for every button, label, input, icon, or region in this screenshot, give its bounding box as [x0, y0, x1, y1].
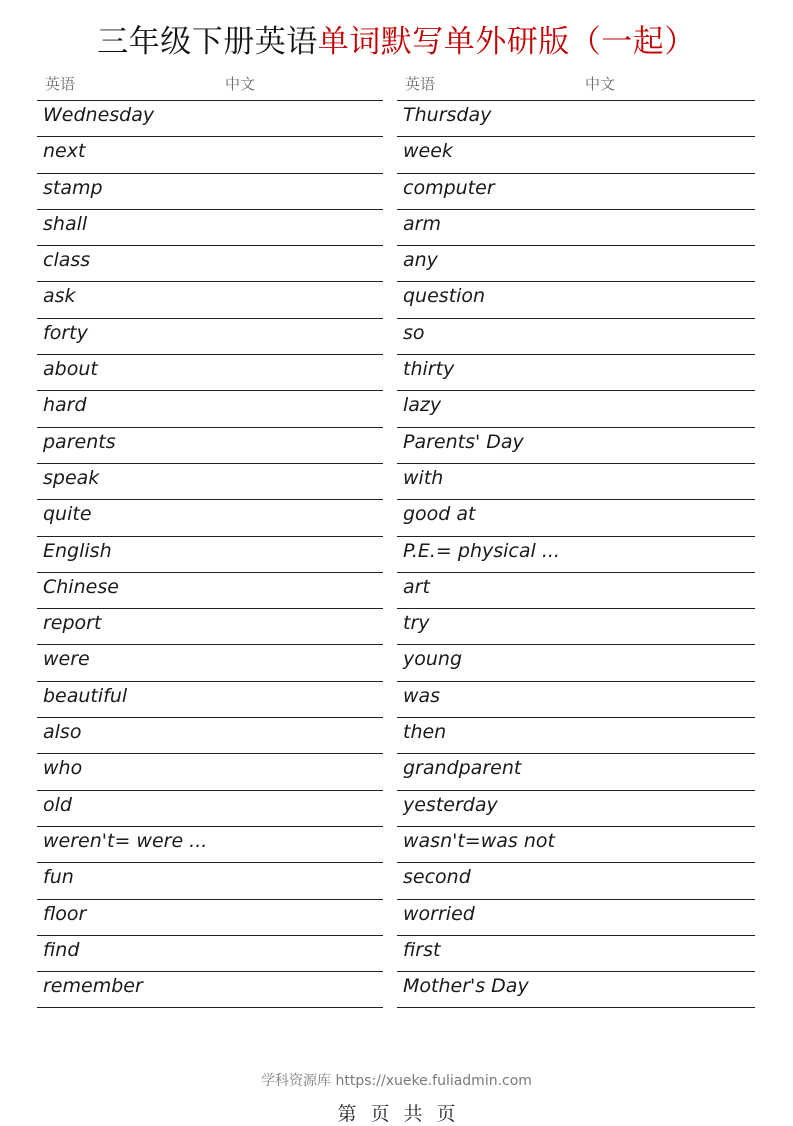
vocab-row: [37, 972, 383, 1008]
english-word: thirty: [403, 358, 455, 381]
chinese-answer-blank[interactable]: [225, 285, 375, 313]
column-header: [37, 66, 383, 101]
chinese-answer-blank[interactable]: [225, 830, 375, 858]
english-word: Wednesday: [43, 104, 155, 126]
vocab-row: [37, 246, 383, 282]
vocab-row: [397, 827, 755, 863]
chinese-answer-blank[interactable]: [225, 903, 375, 931]
header-chinese: 中文: [585, 75, 616, 93]
english-word: good at: [403, 503, 476, 526]
english-word: with: [403, 466, 444, 489]
english-word: young: [403, 648, 463, 671]
chinese-answer-blank[interactable]: [225, 648, 375, 676]
page-label-di: 第: [337, 1103, 357, 1125]
vocab-row: [397, 609, 755, 645]
chinese-answer-blank[interactable]: [225, 866, 375, 894]
english-word: beautiful: [43, 684, 128, 707]
english-word: Chinese: [43, 575, 119, 598]
english-word: ask: [43, 285, 76, 308]
vocab-row: [37, 936, 383, 972]
chinese-answer-blank[interactable]: [585, 322, 735, 350]
english-word: next: [43, 140, 86, 163]
english-word: stamp: [43, 176, 103, 199]
english-word: first: [403, 938, 441, 961]
header-english: 英语: [45, 75, 76, 93]
vocab-row: [397, 355, 755, 391]
chinese-answer-blank[interactable]: [585, 830, 735, 858]
english-word: English: [43, 539, 112, 562]
chinese-answer-blank[interactable]: [225, 794, 375, 822]
chinese-answer-blank[interactable]: [225, 140, 375, 168]
english-word: find: [43, 938, 80, 961]
chinese-answer-blank[interactable]: [585, 503, 735, 531]
vocab-row: [397, 137, 755, 173]
vocab-row: [37, 573, 383, 609]
chinese-answer-blank[interactable]: [585, 612, 735, 640]
chinese-answer-blank[interactable]: [225, 358, 375, 386]
english-word: quite: [43, 503, 92, 526]
english-word: Parents' Day: [403, 430, 524, 453]
chinese-answer-blank[interactable]: [585, 140, 735, 168]
vocab-row: [397, 900, 755, 936]
vocab-row: [37, 210, 383, 246]
english-word: remember: [43, 975, 143, 998]
chinese-answer-blank[interactable]: [225, 467, 375, 495]
vocab-row: [37, 500, 383, 536]
column-header: [397, 66, 755, 101]
english-word: week: [403, 140, 453, 163]
header-chinese: 中文: [225, 75, 256, 93]
vocab-row: [397, 863, 755, 899]
vocab-row: [37, 137, 383, 173]
vocab-row: [397, 428, 755, 464]
chinese-answer-blank[interactable]: [585, 467, 735, 495]
chinese-answer-blank[interactable]: [585, 213, 735, 241]
english-word: Thursday: [403, 104, 492, 126]
chinese-answer-blank[interactable]: [585, 648, 735, 676]
vocab-row: [37, 827, 383, 863]
english-word: any: [403, 249, 438, 272]
chinese-answer-blank[interactable]: [225, 249, 375, 277]
english-word: was: [403, 684, 441, 707]
english-word: were: [43, 648, 90, 671]
vocab-row: [37, 464, 383, 500]
chinese-answer-blank[interactable]: [585, 104, 735, 132]
vocab-row: [37, 428, 383, 464]
english-word: grandparent: [403, 757, 522, 780]
vocab-row: [397, 282, 755, 318]
english-word: question: [403, 285, 486, 308]
english-word: try: [403, 612, 430, 635]
vocab-row: [397, 936, 755, 972]
chinese-answer-blank[interactable]: [585, 285, 735, 313]
chinese-answer-blank[interactable]: [585, 540, 735, 568]
english-word: who: [43, 757, 83, 780]
vocab-row: [397, 682, 755, 718]
chinese-answer-blank[interactable]: [585, 721, 735, 749]
chinese-answer-blank[interactable]: [225, 540, 375, 568]
english-word: Mother's Day: [403, 975, 529, 998]
english-word: floor: [43, 902, 87, 925]
chinese-answer-blank[interactable]: [585, 685, 735, 713]
chinese-answer-blank[interactable]: [225, 503, 375, 531]
chinese-answer-blank[interactable]: [585, 975, 735, 1003]
english-word: report: [43, 612, 102, 635]
vocab-row: [397, 645, 755, 681]
chinese-answer-blank[interactable]: [585, 903, 735, 931]
english-word: second: [403, 866, 471, 889]
english-word: art: [403, 575, 430, 598]
vocab-row: [397, 537, 755, 573]
vocab-row: [37, 537, 383, 573]
english-word: P.E.= physical ...: [403, 539, 560, 562]
vocab-row: [397, 573, 755, 609]
vocab-row: [37, 609, 383, 645]
vocab-column-left: [37, 66, 383, 1008]
chinese-answer-blank[interactable]: [585, 866, 735, 894]
chinese-answer-blank[interactable]: [585, 939, 735, 967]
vocab-column-right: [397, 66, 755, 1008]
chinese-answer-blank[interactable]: [585, 794, 735, 822]
footer-site: 学科资源库 https://xueke.fuliadmin.com: [261, 1073, 532, 1089]
chinese-answer-blank[interactable]: [585, 394, 735, 422]
chinese-answer-blank[interactable]: [225, 939, 375, 967]
english-word: parents: [43, 430, 116, 453]
chinese-answer-blank[interactable]: [225, 757, 375, 785]
vocab-row: [37, 355, 383, 391]
chinese-answer-blank[interactable]: [225, 322, 375, 350]
title-highlight: 单词默写单外研版（一起）: [317, 24, 696, 60]
vocab-row: [37, 282, 383, 318]
vocab-row: [397, 210, 755, 246]
english-word: arm: [403, 212, 441, 235]
chinese-answer-blank[interactable]: [225, 104, 375, 132]
english-word: hard: [43, 394, 87, 417]
chinese-answer-blank[interactable]: [225, 394, 375, 422]
vocab-row: [397, 754, 755, 790]
chinese-answer-blank[interactable]: [225, 975, 375, 1003]
english-word: forty: [43, 321, 88, 344]
chinese-answer-blank[interactable]: [585, 431, 735, 459]
chinese-answer-blank[interactable]: [585, 249, 735, 277]
vocab-row: [397, 246, 755, 282]
chinese-answer-blank[interactable]: [225, 612, 375, 640]
english-word: shall: [43, 212, 88, 235]
vocab-row: [37, 900, 383, 936]
english-word: old: [43, 793, 72, 816]
header-english: 英语: [405, 75, 436, 93]
chinese-answer-blank[interactable]: [225, 721, 375, 749]
vocab-row: [397, 319, 755, 355]
vocab-row: [37, 391, 383, 427]
english-word: fun: [43, 866, 74, 889]
vocab-row: [37, 791, 383, 827]
vocab-row: [397, 101, 755, 137]
vocab-row: [37, 682, 383, 718]
english-word: then: [403, 721, 447, 744]
english-word: yesterday: [403, 793, 498, 816]
vocab-row: [397, 500, 755, 536]
vocab-row: [37, 174, 383, 210]
page-label-ye: 页: [370, 1103, 390, 1125]
vocab-row: [397, 972, 755, 1008]
english-word: speak: [43, 466, 100, 489]
vocab-row: [397, 174, 755, 210]
chinese-answer-blank[interactable]: [225, 576, 375, 604]
vocab-row: [397, 391, 755, 427]
chinese-answer-blank[interactable]: [225, 685, 375, 713]
vocab-row: [37, 754, 383, 790]
chinese-answer-blank[interactable]: [225, 213, 375, 241]
english-word: class: [43, 249, 91, 272]
english-word: about: [43, 358, 98, 381]
vocab-row: [397, 464, 755, 500]
english-word: computer: [403, 176, 495, 199]
chinese-answer-blank[interactable]: [225, 177, 375, 205]
title-main: 三年级下册英语: [97, 24, 318, 60]
chinese-answer-blank[interactable]: [585, 177, 735, 205]
english-word: lazy: [403, 394, 442, 417]
vocab-row: [397, 791, 755, 827]
page-label-ye-total: 页: [436, 1103, 456, 1125]
vocab-row: [397, 718, 755, 754]
vocab-row: [37, 319, 383, 355]
page-label-gong: 共: [403, 1103, 423, 1125]
english-word: wasn't=was not: [403, 829, 555, 852]
vocab-row: [37, 718, 383, 754]
english-word: worried: [403, 902, 475, 925]
chinese-answer-blank[interactable]: [225, 431, 375, 459]
english-word: also: [43, 721, 82, 744]
english-word: so: [403, 321, 425, 344]
chinese-answer-blank[interactable]: [585, 576, 735, 604]
vocab-row: [37, 645, 383, 681]
chinese-answer-blank[interactable]: [585, 757, 735, 785]
vocab-row: [37, 101, 383, 137]
vocab-row: [37, 863, 383, 899]
chinese-answer-blank[interactable]: [585, 358, 735, 386]
english-word: weren't= were ...: [43, 829, 208, 852]
page-title: [0, 22, 793, 62]
